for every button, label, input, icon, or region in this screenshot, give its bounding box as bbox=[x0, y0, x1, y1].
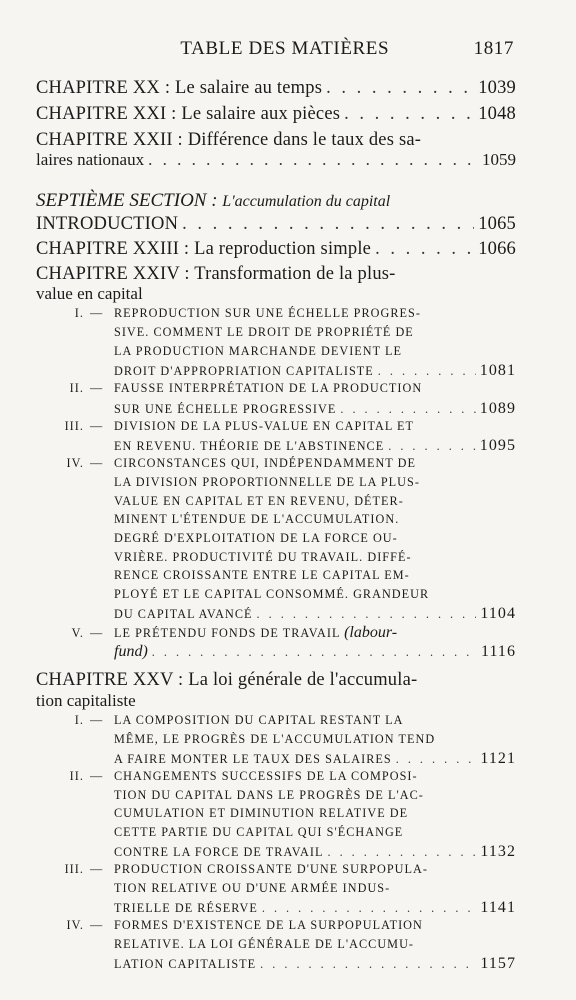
toc-subentry[interactable]: II. — FAUSSE INTERPRÉTATION DE LA PRODUCTION bbox=[69, 381, 423, 395]
toc-subentry-cont: PLOYÉ ET LE CAPITAL CONSOMMÉ. GRANDEUR bbox=[114, 587, 430, 601]
leader-dots bbox=[326, 78, 474, 99]
entry-page: 1104 bbox=[480, 605, 516, 622]
toc-subentry-cont: A FAIRE MONTER LE TAUX DES SALAIRES . . . 1121 bbox=[36, 750, 516, 768]
leader-dots bbox=[260, 957, 476, 972]
leader-dots bbox=[327, 845, 476, 860]
chapter-title: : Le salaire au temps bbox=[160, 78, 323, 98]
section-heading-7[interactable]: SEPTIÈME SECTION : L'accumulation du capital bbox=[36, 190, 391, 211]
toc-entry-introduction[interactable]: INTRODUCTION . . . 1065 bbox=[36, 214, 516, 235]
entry-page: 1039 bbox=[478, 78, 516, 98]
toc-subentry-cont: LATION CAPITALISTE . . . 1157 bbox=[36, 955, 516, 973]
toc-subentry-cont: LA PRODUCTION MARCHANDE DEVIENT LE bbox=[114, 344, 403, 358]
toc-subentry[interactable]: II. — CHANGEMENTS SUCCESSIFS DE LA COMPOSI- bbox=[69, 769, 418, 783]
toc-subentry-cont: CUMULATION ET DIMINUTION RELATIVE DE bbox=[114, 806, 409, 820]
toc-entry-chapter-24-line2[interactable]: value en capital bbox=[36, 284, 143, 303]
toc-subentry-cont: RELATIVE. LA LOI GÉNÉRALE DE L'ACCUMU- bbox=[114, 937, 415, 951]
toc-subentry[interactable]: V. — LE PRÉTENDU FONDS DE TRAVAIL (labour- bbox=[71, 624, 398, 641]
toc-subentry[interactable]: IV. — CIRCONSTANCES QUI, INDÉPENDAMMENT DE bbox=[66, 456, 417, 470]
entry-page: 1132 bbox=[480, 843, 516, 860]
leader-dots bbox=[375, 239, 474, 260]
toc-subentry-cont: VALUE EN CAPITAL ET EN REVENU, DÉTER- bbox=[114, 494, 404, 508]
leader-dots bbox=[262, 901, 476, 916]
leader-dots bbox=[378, 364, 476, 379]
toc-subentry-cont: DROIT D'APPROPRIATION CAPITALISTE . . . 1081 bbox=[36, 362, 516, 380]
toc-subentry[interactable]: IV. — FORMES D'EXISTENCE DE LA SURPOPULATION bbox=[66, 918, 423, 932]
entry-page: 1095 bbox=[479, 437, 516, 454]
toc-subentry-cont: TION DU CAPITAL DANS LE PROGRÈS DE L'AC- bbox=[114, 788, 424, 802]
toc-subentry-cont: fund) . . . 1116 bbox=[36, 643, 516, 661]
toc-subentry[interactable]: I. — REPRODUCTION SUR UNE ÉCHELLE PROGRES- bbox=[74, 306, 421, 320]
entry-page: 1081 bbox=[479, 362, 516, 379]
toc-subentry-cont: MÊME, LE PROGRÈS DE L'ACCUMULATION TEND bbox=[114, 732, 436, 746]
toc-entry-chapter-22-line1[interactable]: CHAPITRE XXII : Différence dans le taux des sa- bbox=[36, 130, 422, 150]
toc-subentry-cont: VRIÈRE. PRODUCTIVITÉ DU TRAVAIL. DIFFÉ- bbox=[114, 550, 412, 564]
toc-entry-chapter-22-line2[interactable]: laires nationaux . . . 1059 bbox=[36, 150, 516, 170]
toc-subentry[interactable]: III. — PRODUCTION CROISSANTE D'UNE SURPOPULA- bbox=[64, 862, 428, 876]
entry-page: 1066 bbox=[478, 239, 516, 259]
leader-dots bbox=[148, 150, 476, 170]
toc-subentry-cont: LA DIVISION PROPORTIONNELLE DE LA PLUS- bbox=[114, 475, 420, 489]
entry-page: 1065 bbox=[478, 214, 516, 234]
chapter-label: CHAPITRE XXI bbox=[36, 104, 167, 124]
leader-dots bbox=[257, 607, 476, 622]
toc-subentry-cont: MINENT L'ÉTENDUE DE L'ACCUMULATION. bbox=[114, 512, 400, 526]
toc-subentry-cont: RENCE CROISSANTE ENTRE LE CAPITAL EM- bbox=[114, 568, 410, 582]
toc-subentry-cont: EN REVENU. THÉORIE DE L'ABSTINENCE . . . 1095 bbox=[36, 437, 516, 455]
entry-page: 1059 bbox=[482, 150, 516, 169]
entry-page: 1089 bbox=[479, 400, 516, 417]
entry-page: 1048 bbox=[478, 104, 516, 124]
entry-page: 1121 bbox=[480, 750, 516, 767]
toc-subentry-cont: SIVE. COMMENT LE DROIT DE PROPRIÉTÉ DE bbox=[114, 325, 414, 339]
toc-subentry-cont: CONTRE LA FORCE DE TRAVAIL . . . 1132 bbox=[36, 843, 516, 861]
running-head bbox=[36, 38, 514, 70]
page-title: TABLE DES MATIÈRES bbox=[180, 38, 390, 59]
leader-dots bbox=[344, 104, 474, 125]
leader-dots bbox=[152, 645, 476, 660]
toc-entry-chapter-21[interactable] bbox=[36, 104, 516, 125]
entry-page: 1116 bbox=[480, 643, 516, 660]
page-number: 1817 bbox=[473, 38, 514, 59]
toc-entry-chapter-25-line2[interactable]: tion capitaliste bbox=[36, 691, 136, 710]
toc-entry-chapter-23[interactable]: CHAPITRE XXIII : La reproduction simple . . . 1066 bbox=[36, 239, 516, 260]
chapter-label: CHAPITRE XX bbox=[36, 78, 160, 98]
leader-dots bbox=[340, 402, 475, 417]
toc-subentry-cont: DU CAPITAL AVANCÉ . . . 1104 bbox=[36, 605, 516, 623]
leader-dots bbox=[396, 752, 476, 767]
leader-dots bbox=[388, 439, 476, 454]
leader-dots bbox=[182, 214, 474, 235]
toc-entry-chapter-24-line1[interactable]: CHAPITRE XXIV : Transformation de la plus- bbox=[36, 264, 396, 284]
entry-page: 1141 bbox=[480, 899, 516, 916]
entry-page: 1157 bbox=[480, 955, 516, 972]
toc-subentry-cont: DEGRÉ D'EXPLOITATION DE LA FORCE OU- bbox=[114, 531, 398, 545]
toc-subentry-cont: SUR UNE ÉCHELLE PROGRESSIVE . . . 1089 bbox=[36, 400, 516, 418]
toc-subentry[interactable]: III. — DIVISION DE LA PLUS-VALUE EN CAPITAL ET bbox=[64, 419, 414, 433]
chapter-title: : Le salaire aux pièces bbox=[166, 104, 341, 124]
toc-entry-chapter-20[interactable] bbox=[36, 78, 516, 99]
toc-subentry-cont: TION RELATIVE OU D'UNE ARMÉE INDUS- bbox=[114, 881, 391, 895]
toc-subentry-cont: CETTE PARTIE DU CAPITAL QUI S'ÉCHANGE bbox=[114, 825, 404, 839]
toc-subentry-cont: TRIELLE DE RÉSERVE . . . 1141 bbox=[36, 899, 516, 917]
toc-subentry[interactable]: I. — LA COMPOSITION DU CAPITAL RESTANT LA bbox=[74, 713, 404, 727]
toc-entry-chapter-25-line1[interactable]: CHAPITRE XXV : La loi générale de l'accumula- bbox=[36, 670, 418, 690]
